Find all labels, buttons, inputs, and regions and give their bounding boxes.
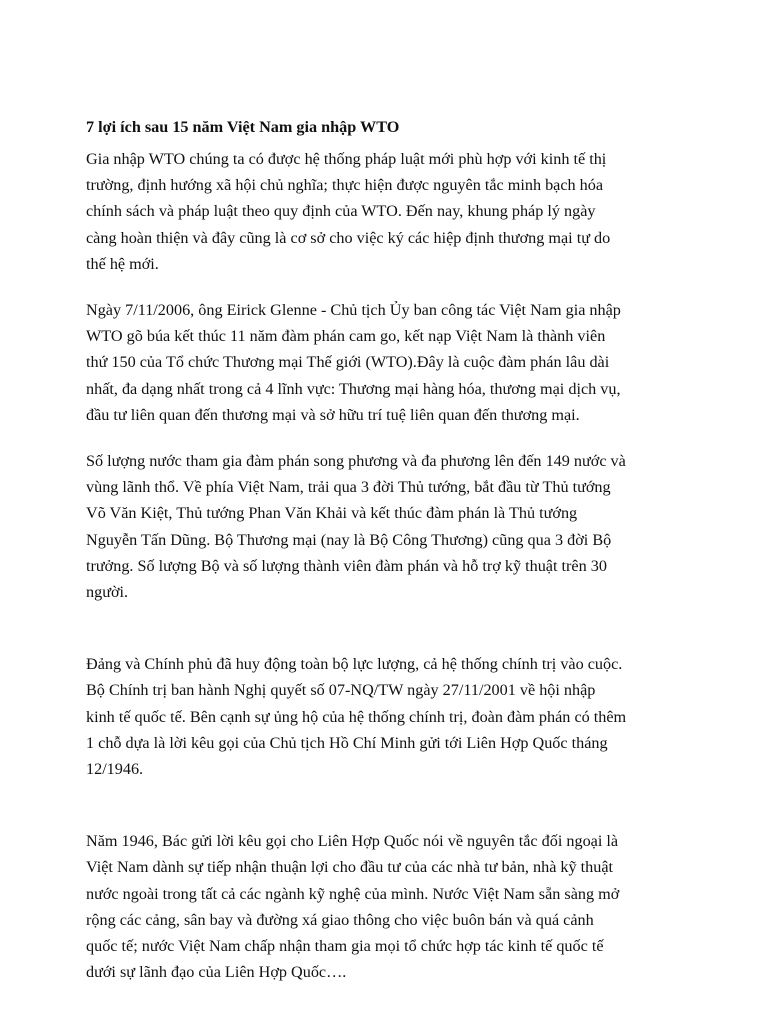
text-line: Năm 1946, Bác gửi lời kêu gọi cho Liên Hợp Quốc nói về nguyên tắc đối ngoại là: [86, 832, 619, 851]
text-line: thứ 150 của Tổ chức Thương mại Thế giới (WTO).Đây là cuộc đàm phán lâu dài: [86, 353, 610, 372]
paragraph-5: [86, 828, 686, 985]
paragraph-gap: [86, 428, 686, 448]
text-line: WTO gõ búa kết thúc 11 năm đàm phán cam go, kết nạp Việt Nam là thành viên: [86, 327, 606, 346]
document-title: 7 lợi ích sau 15 năm Việt Nam gia nhập WTO: [86, 118, 400, 136]
paragraph-4: [86, 651, 686, 782]
text-line: 12/1946.: [86, 760, 144, 779]
text-line: quốc tế; nước Việt Nam chấp nhận tham gia mọi tổ chức hợp tác kinh tế quốc tế: [86, 937, 604, 956]
text-line: Ngày 7/11/2006, ông Eirick Glenne - Chủ tịch Ủy ban công tác Việt Nam gia nhập: [86, 301, 621, 320]
text-line: Số lượng nước tham gia đàm phán song phương và đa phương lên đến 149 nước và: [86, 452, 626, 471]
text-line: càng hoàn thiện và đây cũng là cơ sở cho việc ký các hiệp định thương mại tự do: [86, 228, 611, 247]
text-line: người.: [86, 583, 129, 602]
paragraph-3: [86, 448, 686, 605]
text-line: nước ngoài trong tất cả các ngành kỹ nghệ của mình. Nước Việt Nam sẵn sàng mở: [86, 884, 620, 903]
paragraph-gap: [86, 277, 686, 297]
text-line: Gia nhập WTO chúng ta có được hệ thống pháp luật mới phù hợp với kinh tế thị: [86, 150, 607, 168]
paragraph-gap: [86, 782, 686, 828]
text-line: Việt Nam dành sự tiếp nhận thuận lợi cho đầu tư của các nhà tư bản, nhà kỹ thuật: [86, 858, 614, 877]
text-line: thế hệ mới.: [86, 254, 159, 273]
text-line: dưới sự lãnh đạo của Liên Hợp Quốc….: [86, 963, 347, 982]
text-line: trưởng. Số lượng Bộ và số lượng thành viên đàm phán và hỗ trợ kỹ thuật trên 30: [86, 556, 607, 575]
paragraph-1: [86, 146, 686, 277]
text-line: 1 chỗ dựa là lời kêu gọi của Chủ tịch Hồ Chí Minh gửi tới Liên Hợp Quốc tháng: [86, 733, 608, 752]
text-line: Bộ Chính trị ban hành Nghị quyết số 07-NQ/TW ngày 27/11/2001 về hội nhập: [86, 681, 596, 700]
text-line: chính sách và pháp luật theo quy định của WTO. Đến nay, khung pháp lý ngày: [86, 202, 596, 221]
paragraph-gap: [86, 605, 686, 651]
document-page: [86, 116, 686, 985]
text-line: Võ Văn Kiệt, Thủ tướng Phan Văn Khải và kết thúc đàm phán là Thủ tướng: [86, 504, 578, 523]
text-line: vùng lãnh thổ. Về phía Việt Nam, trải qua 3 đời Thủ tướng, bắt đầu từ Thủ tướng: [86, 478, 611, 497]
text-line: Đảng và Chính phủ đã huy động toàn bộ lực lượng, cả hệ thống chính trị vào cuộc.: [86, 655, 623, 674]
paragraph-2: [86, 297, 686, 428]
text-line: rộng các cảng, sân bay và đường xá giao thông cho việc buôn bán và quá cảnh: [86, 910, 594, 929]
text-line: Nguyễn Tấn Dũng. Bộ Thương mại (nay là Bộ Công Thương) cũng qua 3 đời Bộ: [86, 530, 612, 549]
text-line: kinh tế quốc tế. Bên cạnh sự ủng hộ của hệ thống chính trị, đoàn đàm phán có thêm: [86, 707, 627, 726]
text-line: nhất, đa dạng nhất trong cả 4 lĩnh vực: Thương mại hàng hóa, thương mại dịch vụ,: [86, 379, 621, 398]
text-line: trường, định hướng xã hội chủ nghĩa; thực hiện được nguyên tắc minh bạch hóa: [86, 176, 604, 195]
text-line: đầu tư liên quan đến thương mại và sở hữu trí tuệ liên quan đến thương mại.: [86, 405, 580, 424]
